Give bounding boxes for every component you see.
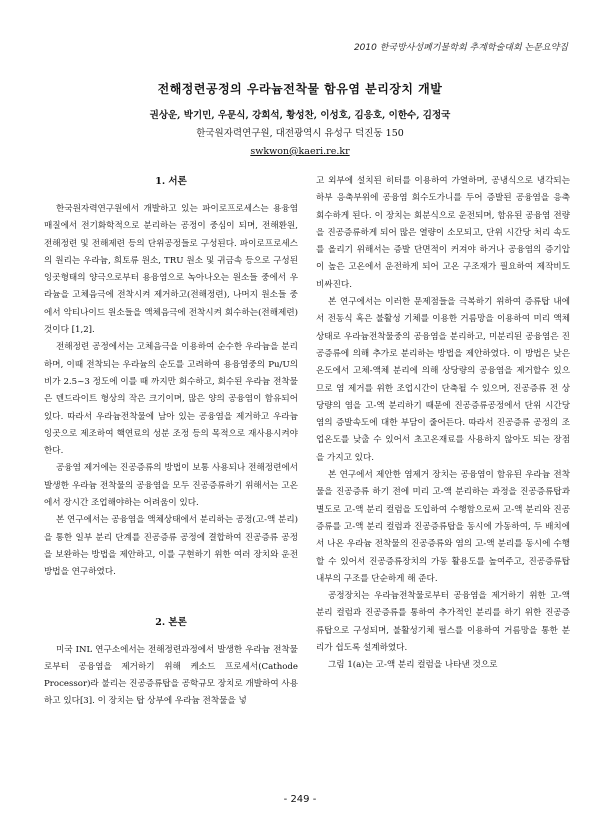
- paragraph: 전해정련 공정에서는 고체음극을 이용하여 순수한 우라늄을 분리하며, 이때 전착되는 우라늄의 순도를 고려하여 용융염중의 Pu/U의 비가 2.5~3 정도에 이를 때 까지만 회수하고, 회수된 우라늄 전착물은 덴드라이트 형상의 작은 크기이며, 많은 양의 공융염이 함유되어 있다. 따라서 우라늄전착물에 남아 있는 공융염을 제거하고 우라늄 잉곳으로 제조하여 핵연료의 성분 조정 등의 목적으로 재사용시켜야 한다.: [44, 342, 298, 457]
- page-number: - 249 -: [283, 794, 317, 805]
- paragraph: 미국 INL 연구소에서는 전해정련과정에서 발생한 우라늄 전착물로부터 공융염을 제거하기 위해 케소드 프로세서(Cathode Processor)라 불리는 진공증류탑을 공학규모 장치로 개발하여 사용하고 있다[3]. 이 장치는 탑 상부에 우라늄 전착물을 넣: [44, 644, 298, 707]
- paragraph: 본 연구에서 제안한 염제거 장치는 공융염이 함유된 우라늄 전착물을 진공증류 하기 전에 미리 고-액 분리하는 과정을 진공증류탑과 별도로 고-액 분리 컬럼을 도입하여 수행함으로써 고-액 분리와 진공증류를 고-액 분리 컬럼과 진공증류탑을 동시에 가동하여, 두 배치에서 나온 우라늄 전착물의 진공증류와 염의 고-액 분리를 동시에 수행할 수 있어서 진공증류장치의 가동 활용도를 높여주고, 진공증류탑 내부의 구조를 단순하게 해 준다.: [316, 470, 570, 584]
- author-affiliation: 한국원자력연구원, 대전광역시 유성구 덕진동 150: [196, 128, 404, 139]
- paragraph: 한국원자력연구원에서 개발하고 있는 파이로프로세스는 용융염 매질에서 전기화학적으로 분리하는 공정이 중심이 되며, 전해환원, 전해정련 및 전해제련 등의 단위공정들로 구성된다. 파이로프로세스의 원리는 우라늄, 희토류 원소, TRU 원소 및 귀금속 등으로 구성된 잉곳형태의 양극으로부터 용융염으로 녹아나오는 원소들 중에서 우라늄을 고체음극에 전착시켜 제거하고(전해정련), 나머지 원소들 중에서 악티나이드 원소들을 액체음극에 전착시켜 회수하는(전해제련) 것이다 [1,2].: [44, 204, 298, 336]
- author-names: 권상운, 박기민, 우문식, 강희석, 황성찬, 이성호, 김응호, 이한수, 김정국: [149, 110, 451, 121]
- author-block: [0, 107, 600, 161]
- paragraph: 본 연구에서는 이러한 문제점들을 극복하기 위하여 증류탑 내에서 전동식 혹은 불활성 기체를 이용한 거름망을 이용하여 미리 액체 상태로 우라늄전착물중의 공융염을 분리하고, 미분리된 공융염은 진공증류에 의해 추가로 분리하는 방법을 제안하였다. 이 방법은 낮은 온도에서 고체-액체 분리에 의해 상당량의 공융염을 제거할수 있으므로 염 제거를 위한 조업시간이 단축될 수 있으며, 진공증류 전 상당량의 염을 고-액 분리하기 때문에 진공증류공정에서 단위 시간당 염의 증발속도에 대한 부담이 줄어든다. 따라서 진공증류 공정의 조업온도를 낮출 수 있어서 초고온재료를 사용하지 않아도 되는 장점을 가지고 있다.: [316, 297, 570, 463]
- author-email[interactable]: swkwon@kaeri.re.kr: [250, 146, 350, 157]
- paper-title: 전해정련공정의 우라늄전착물 함유염 분리장치 개발: [157, 82, 443, 96]
- paragraph: 그림 1(a)는 고-액 분리 컬럼을 나타낸 것으로: [328, 660, 498, 671]
- left-column: [44, 173, 298, 711]
- section-title-body: 2. 본론: [155, 616, 187, 628]
- paragraph: 고 외부에 설치된 히터를 이용하여 가열하며, 공냉식으로 냉각되는 하부 응축부위에 공융염 회수도가니를 두어 증발된 공융염을 응축 회수하게 된다. 이 장치는 회분식으로 운전되며, 함유된 공융염 전량을 진공증류하게 되어 많은 열량이 소모되고, 단위 시간당 처리 속도를 올리기 위해서는 증발 단면적이 커져야 하거나 공융염의 증기압이 높은 고온에서 운전하게 되어 고온 구조재가 필요하여 제작비도 비싸진다.: [316, 176, 570, 290]
- conference-header: 2010 한국방사성폐기물학회 추계학술대회 논문요약집: [353, 43, 568, 53]
- paragraph: 공융염 제거에는 진공증류의 방법이 보통 사용되나 전해정련에서 발생한 우라늄 전착물의 공융염을 모두 진공증류하기 위해서는 고온에서 장시간 조업해야하는 어려움이 있다.: [44, 463, 298, 509]
- paragraph: 본 연구에서는 공융염을 액체상태에서 분리하는 공정(고-액 분리)을 통한 일부 분리 단계를 진공증류 공정에 결합하여 진공증류 공정을 보완하는 방법을 제안하고, 이를 구현하기 위한 여러 장치와 운전방법을 연구하였다.: [44, 515, 298, 578]
- paragraph: 공정장치는 우라늄전착물로부터 공융염을 제거하기 위한 고-액 분리 컬럼과 진공증류를 통하여 추가적인 분리를 하기 위한 진공증류탑으로 구성되며, 불활성기체 펄스를 이용하여 거름망을 통한 분리가 쉽도록 설계하였다.: [316, 591, 570, 654]
- section-title-intro: 1. 서론: [155, 176, 187, 187]
- right-column: [316, 173, 570, 675]
